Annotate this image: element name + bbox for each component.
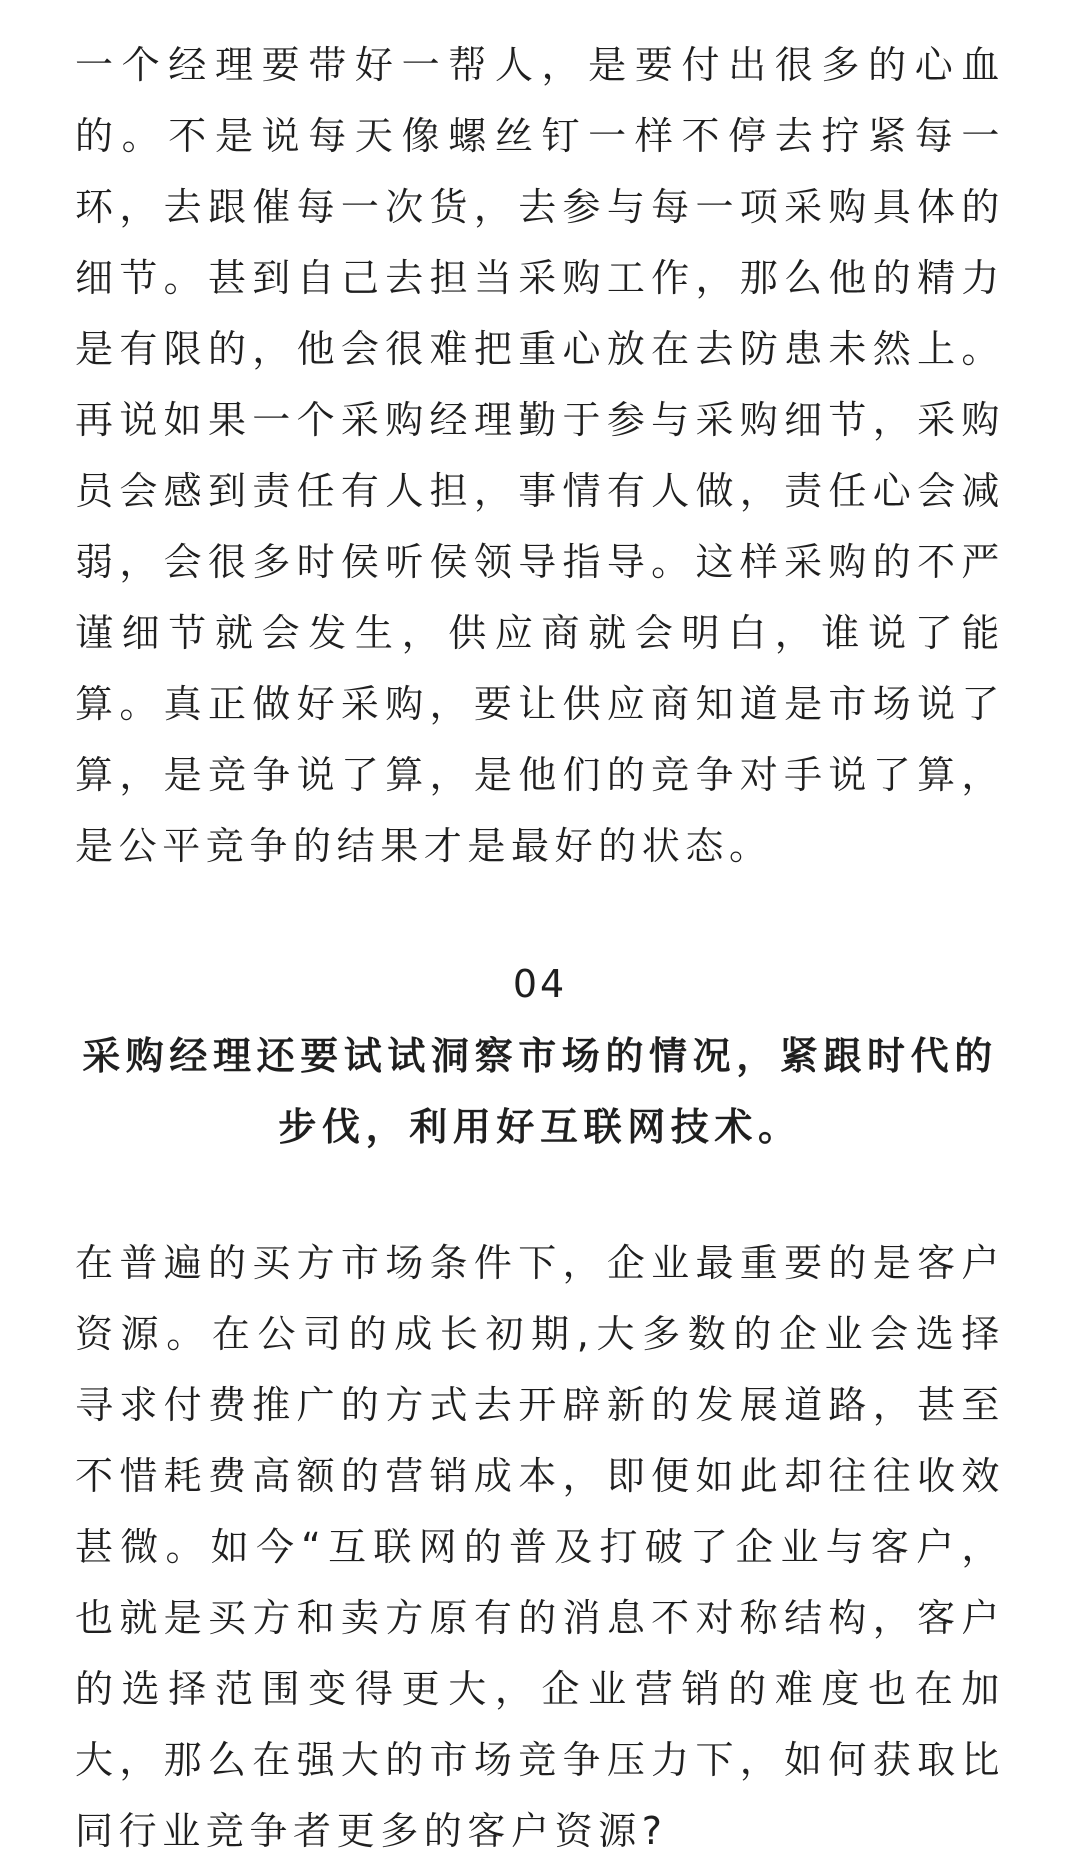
section-number: 04 xyxy=(512,962,568,1006)
section-heading: 采购经理还要试试洞察市场的情况，紧跟时代的步伐，利用好互联网技术。 xyxy=(82,1034,998,1149)
paragraph-2: 在普遍的买方市场条件下，企业最重要的是客户资源。在公司的成长初期,大多数的企业会选择寻求付费推广的方式去开辟新的发展道路，甚至不惜耗费高额的营销成本，即便如此却往往收效甚微。如今“互联网的普及打破了企业与客户，也就是买方和卖方原有的消息不对称结构，客户的选择范围变得更大，企业营销的难度也在加大，那么在强大的市场竞争压力下，如何获取比同行业竞争者更多的客户资源? xyxy=(75,1241,1005,1853)
paragraph-1: 一个经理要带好一帮人，是要付出很多的心血的。不是说每天像螺丝钉一样不停去拧紧每一环，去跟催每一次货，去参与每一项采购具体的细节。甚到自己去担当采购工作，那么他的精力是有限的，他会很难把重心放在去防患未然上。再说如果一个采购经理勤于参与采购细节，采购员会感到责任有人担，事情有人做，责任心会减弱，会很多时侯听侯领导指导。这样采购的不严谨细节就会发生，供应商就会明白，谁说了能算。真正做好采购，要让供应商知道是市场说了算，是竞争说了算，是他们的竞争对手说了算，是公平竞争的结果才是最好的状态。 xyxy=(75,43,1005,868)
